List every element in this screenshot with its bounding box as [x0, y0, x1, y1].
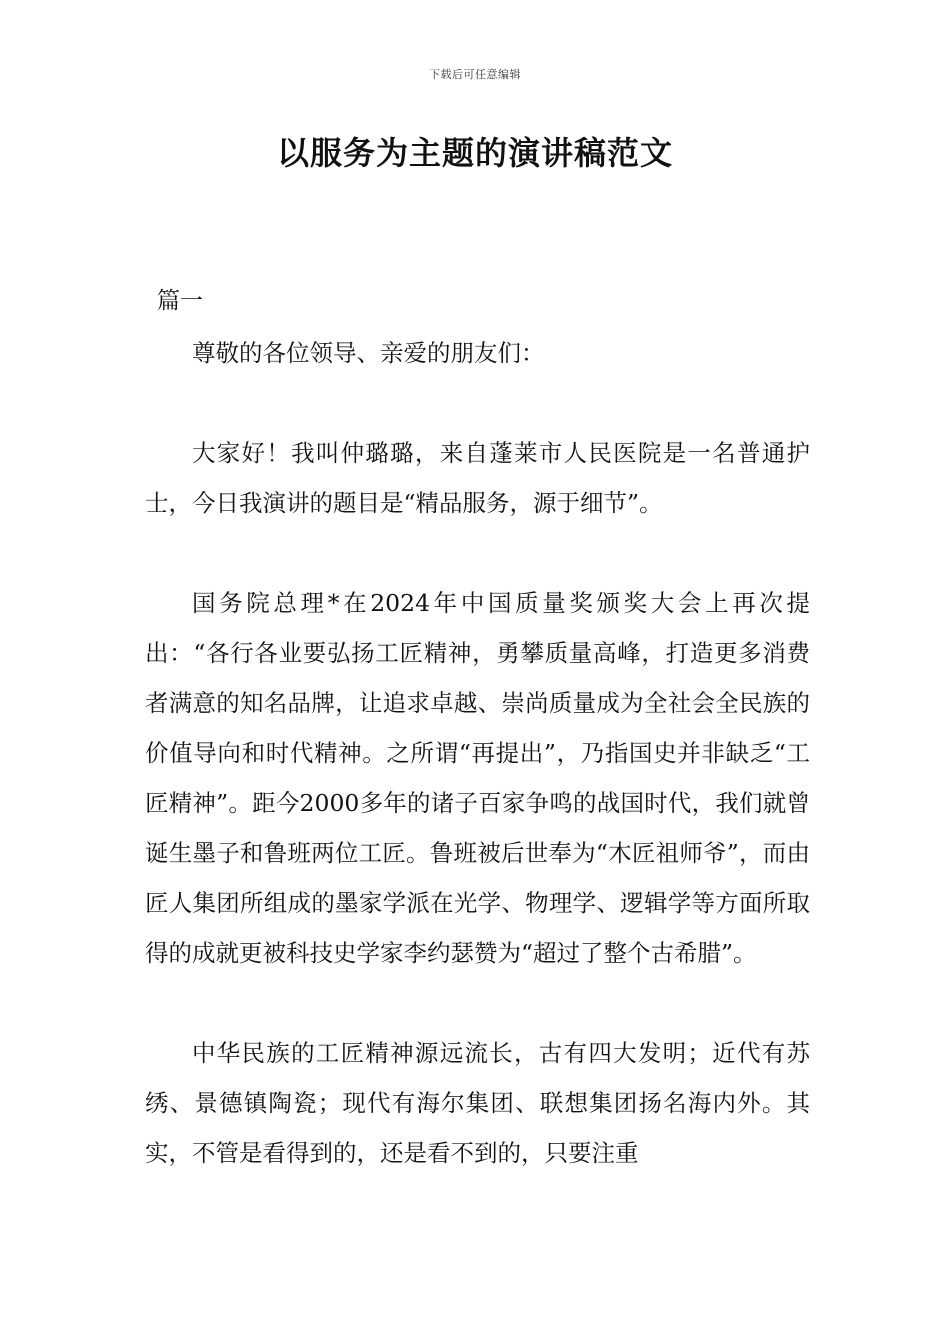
paragraph-craftsmanship: 国务院总理*在2024年中国质量奖颁奖大会上再次提出：“各行各业要弘扬工匠精神，勇攀质量高峰，打造更多消费者满意的知名品牌，让追求卓越、崇尚质量成为全社会全民族的价值导向和时代精神。之所谓“再提出”，乃指国史并非缺乏“工匠精神”。距今2000多年的诸子百家争鸣的战国时代，我们就曾诞生墨子和鲁班两位工匠。鲁班被后世奉为“木匠祖师爷”，而由匠人集团所组成的墨家学派在光学、物理学、逻辑学等方面所取得的成就更被科技史学家李约瑟赞为“超过了整个古希腊”。	[145, 589, 810, 967]
section-label: 篇一	[157, 288, 203, 314]
document-title: 以服务为主题的演讲稿范文	[276, 134, 673, 172]
document-body	[145, 328, 810, 1178]
paragraph-greeting: 大家好！我叫仲璐璐，来自蓬莱市人民医院是一名普通护士，今日我演讲的题目是“精品服务，源于细节”。	[145, 439, 810, 517]
header-note: 下载后可任意编辑	[429, 68, 521, 81]
paragraph-salutation: 尊敬的各位领导、亲爱的朋友们：	[192, 339, 545, 367]
paragraph-heritage: 中华民族的工匠精神源远流长，古有四大发明；近代有苏绣、景德镇陶瓷；现代有海尔集团、联想集团扬名海内外。其实，不管是看得到的，还是看不到的，只要注重	[145, 1039, 810, 1167]
